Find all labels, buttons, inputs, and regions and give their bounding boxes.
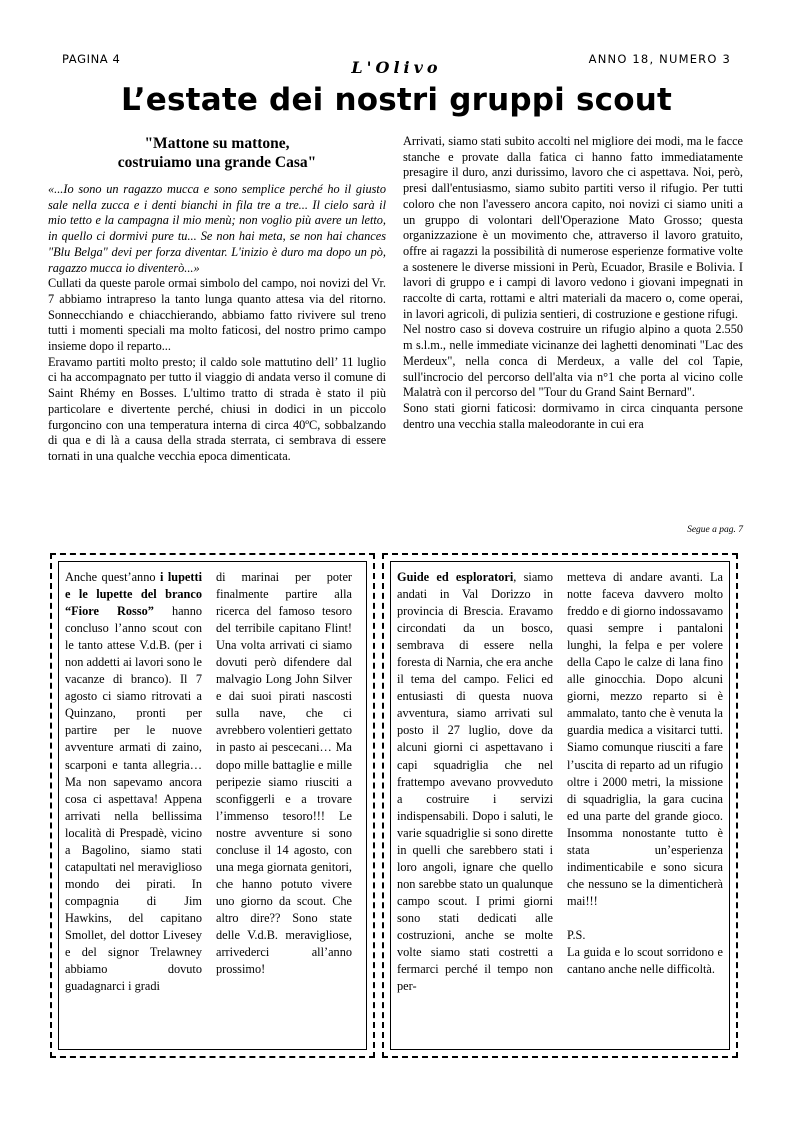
page-title: L’estate dei nostri gruppi scout [121,82,672,118]
lupetti-highlight: i lupetti e le lupette del branco “Fiore Rosso” [65,570,202,619]
guide-box [382,553,738,1058]
song-quote: «...Io sono un ragazzo mucca e sono semplice perché ho il giusto sale nella zucca e i denti bianchi in fila tre a tre... Il cielo sarà il mio tetto e la campagna il mio menù; non voglio più avere un letto, in quello ci dormivi pure tu... Se non hai meta, se non hai chances "Blu Belga" devi per forza diventar. L'inizio è duro ma dopo un pò, ragazzo mucca io diventerò...» [48,182,386,275]
continued-note: Segue a pag. 7 [687,525,743,535]
lupetti-intro: Anche quest’anno [65,570,160,584]
guide-column-2 [567,569,723,978]
guide-text-2: metteva di andare avanti. La notte faceva davvero molto freddo e di giorno indossavamo quasi sempre i pantaloni lunghi, la felpa e per volere della Capo le calze di lana fino alle ginocchia. Dopo alcuni giorni, mezzo reparto si è ammalato, tanto che è venuta la guardia medica a visitarci tutti. Siamo comunque riusciti a fare l’uscita di reparto ad un rifugio oltre i 2000 metri, la missione di squadriglia, la gara cucina ed una parte del grande gioco. Insomma nonostante tutto è stata un’esperienza indimenticabile e sono sicura che nessuno se la dimenticherà mai!!! [567,570,723,908]
ps-label: P.S. [567,927,586,942]
article-column-right [403,134,743,432]
lupetti-column-1 [65,569,202,995]
guide-text-1: , siamo andati in Val Dorizzo in provincia di Brescia. Eravamo circondati da un bosco, sembrava di essere nella foresta di Narnia, che era anche il tema del campo. Felici ed entusiasti di questa nuova avventura, siamo arrivati sul posto il 27 luglio, dove da alcuni giorni ci aspettavano i capi squadriglia che nel frattempo avevano provveduto a costruire i servizi indispensabili. Dopo i saluti, le varie squadriglie si sono dirette in quelli che sarebbero stati i loro angoli, ignare che quello non sarebbe stato un qualunque campo scout. I primi giorni sono stati dedicati alle costruzioni, anche se molte volte siamo stati costretti a fermarci perché il tempo non per- [397,570,553,994]
guide-highlight: Guide ed esploratori [397,570,514,584]
article-paragraph: Sono stati giorni faticosi: dormivamo in circa cinquanta persone dentro una vecchia stalla maleodorante in cui era [403,400,743,431]
lupetti-column-2 [216,569,352,978]
lupetti-text-1: hanno concluso l’anno scout con le tanto attese V.d.B. (per i non addetti ai lavori sono le vacanze di branco). Il 7 agosto ci siamo ritrovati a Quinzano, pronti per partire per le nuove avventure armati di zaino, scarponi e tanta allegria… Ma non sapevamo ancora cosa ci aspettava! Appena arrivati nella bellissima località di Prespadè, vicino a Bagolino, siamo stati catapultati nel meraviglioso mondo dei pirati. In compagnia di Jim Hawkins, del capitano Smollet, del dottor Livesey e del signor Trelawney abbiamo dovuto guadagnarci i gradi [65,604,202,994]
article-paragraph: Arrivati, siamo stati subito accolti nel migliore dei modi, ma le facce stanche e provate dalla fatica ci hanno fatto immediatamente presagire il duro, anzi durissimo, lavoro che ci aspettava. Noi, però, presi dall'entusiasmo, siamo subito partiti verso il rifugio. Per tutti coloro che non l'avessero ancora capito, noi novizi ci siamo uniti a un gruppo di volontari dell'Operazione Mato Grosso; questa organizzazione è un movimento che, attraverso il lavoro gratuito, offre ai ragazzi la possibilità di numerose esperienze formative volte a sostenere le diverse missioni in Perù, Ecuador, Brasile e Bolivia. I lavori di gruppo e i campi di lavoro vedono i giovani impegnati in raccolte di carta, rottami e altri materiali da macero o, come operai, in lavori agricoli, di pulizia sentieri, di costruzione e gestione rifugi. [403,134,743,321]
masthead: L'Olivo [351,58,442,77]
lupetti-text-2: di marinai per poter finalmente partire alla ricerca del famoso tesoro del terribile capitano Flint! Una volta arrivati ci siamo dovuti però difendere dal malvagio Long John Silver e dai suoi pirati nascosti sulla nave, che ci avrebbero volentieri gettato in pasto ai pescecani… Ma dopo mille battaglie e mille peripezie siamo riusciti a sconfiggerli e a trovare l’immenso tesoro!!! Le nostre avventure si sono concluse il 14 agosto, con una mega giornata genitori, che hanno potuto vivere uno giorno da scout. Che altro dire?? Sono state delle V.d.B. meravigliose, arrivederci all’anno prossimo! [216,570,352,977]
article-paragraph: Nel nostro caso si doveva costruire un rifugio alpino a quota 2.550 m s.l.m., nelle immediate vicinanze dei laghetti denominati "Lac des Merdeux", nella conca di Merdeux, a valle del col Tapie, sull'incrocio del percorso dell'alta via n°1 che porta al vicino colle Malatrà con il percorso del "Tour du Grand Saint Bernard". [403,322,743,400]
page-number: PAGINA 4 [62,52,121,66]
guide-box-frame [390,561,730,1050]
article-subhead [48,134,386,172]
lupetti-box-frame [58,561,367,1050]
article-paragraph: Cullati da queste parole ormai simbolo del campo, noi novizi del Vr. 7 abbiamo intrapreso la tanto lunga quanto attesa via del ritorno. Sonnecchiando e chiacchierando, abbiamo fatto rivivere sul treno tutti i momenti speciali ma molto faticosi, del nostro primo campo insieme dopo il reparto... [48,276,386,354]
guide-column-1 [397,569,553,995]
issue-number: ANNO 18, NUMERO 3 [588,52,731,66]
article-paragraph: Eravamo partiti molto presto; il caldo sole mattutino dell’ 11 luglio ci ha accompagnato per tutto il viaggio di andata verso il comune di Saint Rhémy en Bosses. L'ultimo tratto di strada è stato il più particolare e divertente perché, chiusi in dodici in un piccolo furgoncino con una temperatura interna di circa 40ºC, sobbalzando di qua e di là a causa della strada sterrata, ci sembrava di essere tornati in una qualche vecchia epoca dimenticata. [48,354,386,463]
article-column-left [48,134,386,465]
lupetti-box [50,553,375,1058]
subhead-line-2: costruiamo una grande Casa" [117,154,317,171]
ps-text: La guida e lo scout sorridono e cantano anche nelle difficoltà. [567,944,723,977]
subhead-line-1: "Mattone su mattone, [144,135,290,152]
